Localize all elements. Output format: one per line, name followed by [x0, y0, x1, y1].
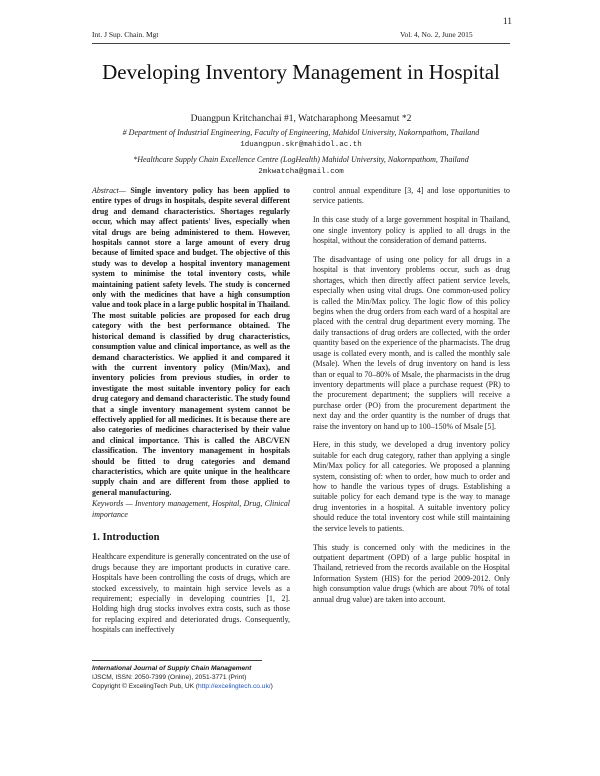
intro-paragraph-1-continued: control annual expenditure [3, 4] and lose opportunities to service patients.	[313, 186, 510, 206]
abstract-label: Abstract	[92, 186, 119, 195]
email-1: 1duangpun.skr@mahidol.ac.th	[240, 141, 362, 149]
footer-copyright-line	[92, 682, 312, 691]
intro-paragraph-1: Healthcare expenditure is generally concentrated on the use of drugs because they are important products in curative care. Hospitals have been controlling the costs of drugs, which are stocked excessively, to maintain high service levels as a requirement; especially in developing countries [1, 2]. Holding high drug stocks involves extra costs, such as those for replacing expired and deteriorated drugs. Consequently, hospitals can ineffectively	[92, 552, 290, 635]
intro-paragraph-3: The disadvantage of using one policy for all drugs in a hospital is that inventory problems occur, such as drug shortages, which then directly affect patient service levels, especially when using vital drugs. One common-used policy is called the Min/Max policy. The logic flow of this policy begins when the drug orders from each ward of a hospital are placed with the central drug department every morning. The daily transactions of drug orders are collected, with the order quantity based on the experience of the pharmacists. The drug usage is collated every month, and is called the monthly sale (Msale). When the levels of drug inventory on hand is less than or equal to 70–80% of Msale, the pharmacists in the drug inventory departments will place a purchase request (PR) to the procurement department; the suppliers will receive a purchase order (PO) from the procurement department the next day and the order quantity is the number of drugs that raise the inventory on hand up to 100–150% of Msale [5].	[313, 255, 510, 431]
footer-journal: International Journal of Supply Chain Management	[92, 665, 252, 672]
left-column	[92, 186, 290, 644]
abstract	[92, 186, 290, 498]
header-rule	[92, 43, 510, 44]
section-heading-introduction: 1. Introduction	[92, 532, 160, 543]
affiliation-1: # Department of Industrial Engineering, Faculty of Engineering, Mahidol University, Nakornpathom, Thailand	[122, 128, 480, 137]
right-column	[313, 186, 510, 614]
abstract-text: Single inventory policy has been applied to entire types of drugs in hospitals, despite several different drug and demand characteristics. Shortages regularly occur, which may affect patients' lives, especially when vital drugs are being administered to them. However, hospitals cannot store a large amount of every drug because of limited space and budget. The objective of this study was to develop a hospital inventory management system to minimise the total inventory costs, while maintaining patient safety levels. The study is concerned only with the medicines that have a high consumption value and took place in a large public hospital in Thailand. The most suitable policies are proposed for each drug category with the best performance obtained. The historical demand is classified by drug characteristics, consumption value and clinical importance, as well as the demand characteristics. We applied it and compared it with the current inventory policy (Min/Max), and inventory policies from previous studies, in order to investigate the most suitable inventory policy for each drug category and demand characteristic. The study found that a single inventory management system cannot be effectively applied for all medicines. It is because there are also categories of medicines characterised by their value and clinical importance. This is called the ABC/VEN classification. The inventory management in hospitals should be fitted to drug categories and demand characteristics, which are quite unique in the healthcare supply chain and are different from those applied to general manufacturing.	[92, 186, 291, 497]
footer	[92, 664, 312, 691]
intro-paragraph-2: In this case study of a large government hospital in Thailand, one single inventory policy is applied to all drugs in the hospital, without the consideration of demand patterns.	[313, 215, 510, 246]
intro-paragraph-5: This study is concerned only with the medicines in the outpatient department (OPD) of a large public hospital in Thailand, retrieved from the records available on the Hospital Information System (HIS) for the period 2009-2012. Only high consumption value drugs (which are about 70% of total annual drug value) are taken into account.	[313, 542, 510, 604]
abstract-dash: —	[118, 186, 131, 195]
intro-paragraph-4: Here, in this study, we developed a drug inventory policy suitable for each drug category, rather than applying a single Min/Max policy for all categories. We proposed a planning system, consisting of: when to order, how much to order and how to handle the various types of drugs. Establishing a suitable policy for each demand type is the way to manage drug inventories in a hospital. A suitable inventory policy should reduce the total inventory cost while still maintaining the service levels to patients.	[313, 440, 510, 533]
keywords-text: Inventory management, Hospital, Drug, Clinical importance	[92, 499, 290, 519]
email-2: 2mkwatcha@gmail.com	[258, 168, 344, 176]
running-header-volume: Vol. 4, No. 2, June 2015	[400, 30, 473, 39]
footer-close-paren: )	[270, 683, 273, 690]
keywords-label: Keywords	[92, 499, 124, 509]
page-number: 11	[502, 17, 512, 27]
running-header-journal: Int. J Sup. Chain. Mgt	[92, 30, 159, 39]
paper-authors: Duangpun Kritchanchai #1, Watcharaphong Meesamut *2	[190, 114, 412, 124]
keywords-dash: —	[123, 499, 135, 509]
paper-title: Developing Inventory Management in Hospital	[102, 60, 500, 84]
footer-url-link[interactable]: http://excelingtech.co.uk/	[198, 683, 271, 690]
footer-issn: IJSCM, ISSN: 2050-7399 (Online), 2051-3771 (Print)	[92, 674, 247, 681]
footer-rule	[92, 660, 262, 661]
keywords	[92, 499, 290, 520]
footer-copyright: Copyright © ExcelingTech Pub, UK (	[92, 683, 199, 690]
affiliation-2: *Healthcare Supply Chain Excellence Centre (LogHealth) Mahidol University, Nakornpathom, Thailand	[133, 155, 469, 164]
